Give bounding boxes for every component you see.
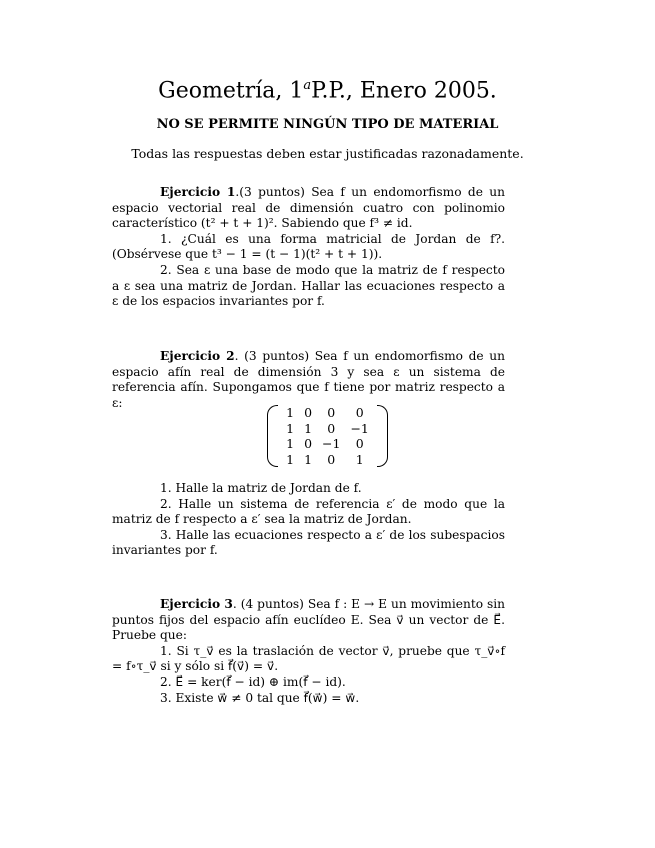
exercise-1-question-2: 2. Sea ε una base de modo que la matriz de f respecto a ε sea una matriz de Jordan. Hallar las ecuaciones respecto a ε de los espacios invariantes por f.: [112, 262, 505, 309]
matrix-row: [281, 405, 374, 421]
exercise-3-question-3: 3. Existe w⃗ ≠ 0 tal que f⃗(w⃗) = w⃗.: [160, 690, 360, 705]
exercise-1-intro: [112, 185, 505, 232]
page-title: [0, 78, 655, 103]
exercise-2-statement: . (3 puntos) Sea f un endomorfismo de un espacio afín real de dimensión 3 y sea ε un sistema de referencia afín. Supongamos que f tiene por matriz respecto a ε:: [112, 349, 505, 410]
exercise-3-statement: . (4 puntos) Sea f : E → E un movimiento sin puntos fijos del espacio afín euclídeo E. Sea v⃗ un vector de E⃗. Pruebe que:: [112, 597, 506, 643]
matrix-cell: 1: [286, 420, 295, 436]
exercise-2-heading: Ejercicio 2: [160, 349, 235, 363]
matrix-cell: 0: [327, 405, 336, 421]
matrix-cell: 1: [286, 436, 295, 452]
matrix-cell: 0: [304, 405, 313, 421]
exercise-1-question-1: 1. ¿Cuál es una forma matricial de Jordan de f?. (Obsérvese que t³ − 1 = (t − 1)(t² + t + 1)).: [112, 231, 505, 262]
affine-matrix: [267, 405, 388, 467]
exercise-3-question-2: 2. E⃗ = ker(f⃗ − id) ⊕ im(f⃗ − id).: [160, 674, 346, 689]
matrix-container: [0, 405, 655, 467]
matrix-cell: 1: [304, 420, 313, 436]
exercise-2: [112, 349, 505, 411]
matrix-cell: 0: [327, 420, 336, 436]
matrix-cell: 0: [327, 451, 336, 467]
matrix-cell: 0: [304, 436, 313, 452]
matrix-cell: 1: [286, 405, 295, 421]
rules-heading: NO SE PERMITE NINGÚN TIPO DE MATERIAL: [156, 117, 499, 132]
matrix-cell: 1: [355, 451, 364, 467]
title-rest: P.P., Enero 2005.: [311, 78, 497, 104]
exercise-1-statement: .(3 puntos) Sea f un endomorfismo de un espacio vectorial real de dimensión cuatro con polinomio característico (t² + t + 1)². Sabiendo que f³ ≠ id.: [112, 185, 505, 231]
exercise-3-question-1: 1. Si τ_v⃗ es la traslación de vector v⃗, pruebe que τ_v⃗∘f = f∘τ_v⃗ si y sólo si f⃗(v⃗) = v⃗.: [112, 643, 505, 674]
exercise-2-question-1: 1. Halle la matriz de Jordan de f.: [160, 481, 362, 495]
exercise-3: [112, 597, 505, 706]
matrix-cell: 0: [355, 436, 364, 452]
matrix-table: [281, 405, 374, 467]
instructions-note: Todas las respuestas deben estar justificadas razonadamente.: [131, 146, 524, 161]
title-main: Geometría, 1: [158, 78, 304, 104]
matrix-cell: 0: [355, 405, 364, 421]
title-superscript: a: [303, 78, 312, 93]
exercise-1-heading: Ejercicio 1: [160, 185, 236, 199]
exercise-1: [112, 185, 505, 310]
matrix-row: [281, 421, 374, 437]
exercise-2-questions: [112, 481, 505, 559]
matrix-cell: 1: [286, 451, 295, 467]
matrix-cell: −1: [350, 420, 369, 436]
matrix-cell: 1: [304, 451, 313, 467]
exercise-2-intro: [112, 349, 505, 411]
matrix-cell: −1: [322, 436, 341, 452]
exercise-3-intro: [112, 597, 505, 644]
exercise-3-heading: Ejercicio 3: [160, 597, 233, 611]
exercise-2-question-3: 3. Halle las ecuaciones respecto a ε′ de los subespacios invariantes por f.: [112, 527, 505, 558]
exercise-2-question-2: 2. Halle un sistema de referencia ε′ de modo que la matriz de f respecto a ε′ sea la matriz de Jordan.: [112, 496, 505, 527]
matrix-row: [281, 452, 374, 468]
matrix-row: [281, 436, 374, 452]
